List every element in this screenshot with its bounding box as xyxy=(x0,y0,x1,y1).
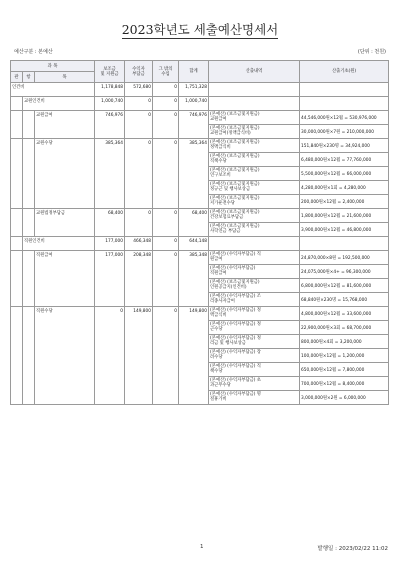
detail-cell: (본예산) (보조금및지원금) 연구보조비 xyxy=(209,167,300,181)
account-label: 교원법정부담금 xyxy=(35,209,95,237)
amount-cell: 385,364 xyxy=(95,139,125,209)
amount-cell: 0 xyxy=(125,97,153,111)
amount-cell: 68,400 xyxy=(179,209,209,237)
amount-cell: 644,148 xyxy=(179,237,209,251)
detail-cell: (본예산) (보조금및지원금) 저가운전수당 xyxy=(209,195,300,209)
basis-cell: 4,800,000원×12월 = 33,600,000 xyxy=(300,307,389,321)
header-bojo: 보조금 및 지원금 xyxy=(95,61,125,83)
indent-cell xyxy=(23,139,35,209)
basis-cell xyxy=(300,97,389,111)
amount-cell: 0 xyxy=(153,251,179,307)
detail-cell: (본예산) (수익자부담금) 초 과근무수당 xyxy=(209,377,300,391)
indent-cell xyxy=(11,97,23,111)
table-row xyxy=(11,237,389,251)
amount-cell: 149,800 xyxy=(125,307,153,405)
header-detail: 산출내역 xyxy=(209,61,300,83)
table-row xyxy=(11,209,389,223)
amount-cell: 572,680 xyxy=(125,83,153,97)
amount-cell: 0 xyxy=(95,307,125,405)
basis-cell: 6,480,000원×12월 = 77,760,000 xyxy=(300,153,389,167)
amount-cell: 0 xyxy=(125,209,153,237)
amount-cell: 0 xyxy=(125,111,153,139)
table-row xyxy=(11,97,389,111)
basis-cell: 700,000원×12월 = 8,400,000 xyxy=(300,377,389,391)
amount-cell: 1,178,848 xyxy=(95,83,125,97)
indent-cell xyxy=(23,209,35,237)
table-row xyxy=(11,83,389,97)
amount-cell: 149,800 xyxy=(179,307,209,405)
basis-cell: 24,075,000원×4+ = 96,300,000 xyxy=(300,265,389,279)
detail-cell: (본예산) (수익자부담금) 조 리종사자급여 xyxy=(209,293,300,307)
amount-cell: 0 xyxy=(153,83,179,97)
basis-cell: 44,546,000원×12월 = 530,976,000 xyxy=(300,111,389,125)
detail-cell: (본예산) (보조금및지원금) 정규근 및 행사보상금 xyxy=(209,181,300,195)
header-hang: 항 xyxy=(23,72,35,83)
indent-cell xyxy=(11,111,23,139)
detail-cell: (본예산) (수익자부담금) 정 리금 및 행사보상금 xyxy=(209,335,300,349)
budget-table xyxy=(10,60,389,405)
account-label: 교원급여 xyxy=(35,111,95,139)
amount-cell: 177,000 xyxy=(95,251,125,307)
basis-cell: 200,000원×12월 = 2,400,000 xyxy=(300,195,389,209)
detail-cell: (본예산) (보조금및지원금) 사학연금 부담금 xyxy=(209,223,300,237)
indent-cell xyxy=(11,139,23,209)
indent-cell xyxy=(23,111,35,139)
basis-cell: 151,840원×230명 = 34,924,000 xyxy=(300,139,389,153)
table-row xyxy=(11,111,389,125)
account-label: 교원인건비 xyxy=(23,97,95,111)
page-number: 1 xyxy=(200,544,204,550)
table-row xyxy=(11,251,389,265)
detail-cell: (본예산) (수익자부담금) 직 책수당 xyxy=(209,363,300,377)
basis-cell: 5,500,000원×12월 = 66,000,000 xyxy=(300,167,389,181)
amount-cell: 0 xyxy=(153,237,179,251)
amount-cell: 68,400 xyxy=(95,209,125,237)
basis-cell: 30,000,000원×7원 = 210,000,000 xyxy=(300,125,389,139)
amount-cell: 1,000,740 xyxy=(95,97,125,111)
page-title: 2023학년도 세출예산명세서 xyxy=(121,22,279,37)
basis-cell xyxy=(300,237,389,251)
basis-cell: 68,840원×230명 = 15,768,000 xyxy=(300,293,389,307)
detail-cell: (본예산) (보조금및지원금) 정액급식비 xyxy=(209,139,300,153)
amount-cell: 0 xyxy=(153,139,179,209)
basis-cell: 6,800,000원×12월 = 81,600,000 xyxy=(300,279,389,293)
amount-cell: 0 xyxy=(153,307,179,405)
account-label: 직원급여 xyxy=(35,251,95,307)
detail-cell: (본예산) (보조금및지원금) 교원급여(정액급식비) xyxy=(209,125,300,139)
account-label: 인건비 xyxy=(11,83,95,97)
header-other: 그 밖의 수입 xyxy=(153,61,179,83)
basis-cell xyxy=(300,83,389,97)
basis-cell: 22,900,000원×3회 = 68,700,000 xyxy=(300,321,389,335)
amount-cell: 208,348 xyxy=(125,251,153,307)
header-gwamok: 과 목 xyxy=(11,61,95,72)
detail-cell: (본예산) (보조금및지원금) 직책수당 xyxy=(209,153,300,167)
indent-cell xyxy=(11,209,23,237)
detail-cell: (본예산) (보조금및지원금) 인원공급지(인건비) xyxy=(209,279,300,293)
detail-cell: (본예산) (수익자부담금) 장 려수당 xyxy=(209,349,300,363)
header-total: 합계 xyxy=(179,61,209,83)
amount-cell: 0 xyxy=(153,209,179,237)
basis-cell: 800,000원×4회 = 3,200,000 xyxy=(300,335,389,349)
detail-cell: (본예산) (수익자부담금) 정 액급식비 xyxy=(209,307,300,321)
budget-type: 예산구분 : 본예산 xyxy=(14,49,53,55)
account-label: 직원인건비 xyxy=(23,237,95,251)
indent-cell xyxy=(23,251,35,307)
amount-cell: 746,976 xyxy=(179,111,209,139)
detail-cell: (본예산) (수익자부담금) 직원급여 xyxy=(209,265,300,279)
amount-cell: 0 xyxy=(125,139,153,209)
amount-cell: 466,348 xyxy=(125,237,153,251)
header-gwan: 관 xyxy=(11,72,23,83)
basis-cell: 3,900,000원×12월 = 46,800,000 xyxy=(300,223,389,237)
detail-cell xyxy=(209,97,300,111)
detail-cell xyxy=(209,83,300,97)
header-basis: 산출기초(원) xyxy=(300,61,389,83)
basis-cell: 650,000원×12월 = 7,800,000 xyxy=(300,363,389,377)
indent-cell xyxy=(23,307,35,405)
amount-cell: 0 xyxy=(153,97,179,111)
amount-cell: 385,348 xyxy=(179,251,209,307)
detail-cell xyxy=(209,237,300,251)
amount-cell: 177,000 xyxy=(95,237,125,251)
detail-cell: (본예산) (보조금및지원금) 건강보험료부담금 xyxy=(209,209,300,223)
basis-cell: 24,870,000×8원 = 192,500,000 xyxy=(300,251,389,265)
account-label: 교원수당 xyxy=(35,139,95,209)
amount-cell: 1,751,328 xyxy=(179,83,209,97)
indent-cell xyxy=(11,251,23,307)
basis-cell: 4,280,000원×1회 = 4,280,000 xyxy=(300,181,389,195)
basis-cell: 100,000원×12월 = 1,200,000 xyxy=(300,349,389,363)
print-date: 발행일 : 2023/02/22 11:02 xyxy=(317,546,388,552)
header-mok: 목 xyxy=(35,72,95,83)
detail-cell: (본예산) (수익자부담금) 직 원급여 xyxy=(209,251,300,265)
table-row xyxy=(11,307,389,321)
detail-cell: (본예산) (수익자부담금) 정 근수당 xyxy=(209,321,300,335)
detail-cell: (본예산) (수익자부담금) 명 절휴가비 xyxy=(209,391,300,405)
unit-label: (단위 : 천원) xyxy=(357,49,386,55)
amount-cell: 0 xyxy=(153,111,179,139)
header-suik: 수익자 부담금 xyxy=(125,61,153,83)
amount-cell: 746,976 xyxy=(95,111,125,139)
indent-cell xyxy=(11,237,23,251)
table-row xyxy=(11,139,389,153)
detail-cell: (본예산) (보조금및지원금) 교원급여 xyxy=(209,111,300,125)
account-label: 직원수당 xyxy=(35,307,95,405)
indent-cell xyxy=(11,307,23,405)
amount-cell: 1,000,740 xyxy=(179,97,209,111)
amount-cell: 385,364 xyxy=(179,139,209,209)
basis-cell: 3,000,000원×2원 = 6,000,000 xyxy=(300,391,389,405)
basis-cell: 1,800,000원×12월 = 21,600,000 xyxy=(300,209,389,223)
